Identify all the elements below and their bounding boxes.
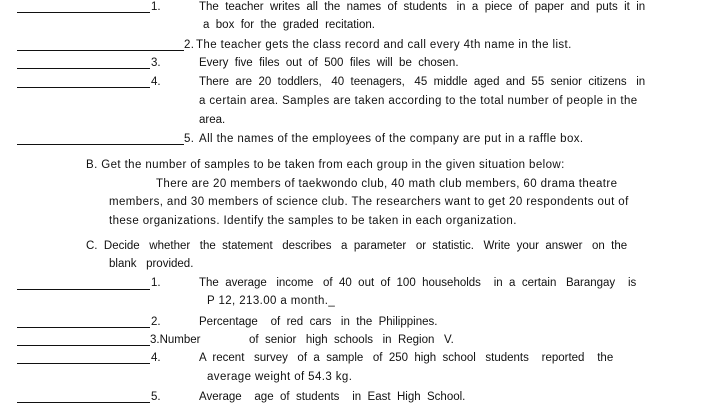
item-text-a4-line1: There are 20 toddlers, 40 teenagers, 45 middle aged and 55 senior citizens in — [199, 76, 646, 88]
item-number-a4: 4. — [151, 76, 161, 88]
item-text-a3: Every five files out of 500 files will be chosen. — [199, 57, 459, 69]
part-b-situation-line1: There are 20 members of taekwondo club, 40 math club members, 60 drama theatre — [156, 178, 618, 190]
part-c-heading-line1: C. Decide whether the statement describes a parameter or statistic. Write your answer on the — [86, 240, 628, 252]
part-b-situation-line2: members, and 30 members of science club. The researchers want to get 20 respondents out of — [109, 196, 629, 208]
item-number-c5: 5. — [151, 391, 161, 403]
item-number-c1: 1. — [151, 277, 161, 289]
answer-blank-c2[interactable] — [17, 327, 150, 328]
answer-blank-c1[interactable] — [17, 289, 150, 290]
item-text-c4-line1: A recent survey of a sample of 250 high school students reported the — [199, 352, 614, 364]
item-number-a3: 3. — [151, 57, 161, 69]
item-text-a4-line2: a certain area. Samples are taken according to the total number of people in the — [199, 95, 638, 107]
item-number-a2: 2. — [184, 39, 195, 51]
item-text-c1-line1: The average income of 40 out of 100 households in a certain Barangay is — [199, 277, 637, 289]
item-text-c3: of senior high schools in Region V. — [249, 334, 454, 346]
item-text-c4-line2: average weight of 54.3 kg. — [207, 371, 353, 383]
item-number-a1: 1. — [151, 1, 161, 13]
answer-blank-c3[interactable] — [17, 345, 150, 346]
part-b-heading: B. Get the number of samples to be taken from each group in the given situation below: — [86, 159, 565, 171]
item-number-a5: 5. — [184, 133, 195, 145]
item-text-c1-line2: P 12, 213.00 a month._ — [207, 295, 336, 307]
item-text-a4-line3: area. — [199, 114, 226, 126]
part-b-situation-line3: these organizations. Identify the samples to be taken in each organization. — [109, 215, 517, 227]
answer-blank-a2[interactable] — [17, 50, 184, 51]
answer-blank-a4[interactable] — [17, 87, 150, 88]
item-text-c2: Percentage of red cars in the Philippines. — [199, 316, 438, 328]
item-text-a1-line2: a box for the graded recitation. — [203, 19, 375, 31]
answer-blank-c5[interactable] — [17, 402, 150, 403]
item-text-c5: Average age of students in East High School. — [199, 391, 466, 403]
item-number-c4: 4. — [151, 352, 161, 364]
answer-blank-a5[interactable] — [17, 144, 184, 145]
item-text-a2: The teacher gets the class record and call every 4th name in the list. — [196, 39, 572, 51]
item-number-c3: 3.Number — [150, 334, 201, 346]
answer-blank-a1[interactable] — [17, 12, 150, 13]
item-number-c2: 2. — [151, 316, 161, 328]
item-text-a5: All the names of the employees of the company are put in a raffle box. — [199, 133, 584, 145]
item-text-a1-line1: The teacher writes all the names of students in a piece of paper and puts it in — [199, 1, 646, 13]
answer-blank-a3[interactable] — [17, 68, 150, 69]
part-c-heading-line2: blank provided. — [109, 258, 194, 270]
answer-blank-c4[interactable] — [17, 363, 150, 364]
